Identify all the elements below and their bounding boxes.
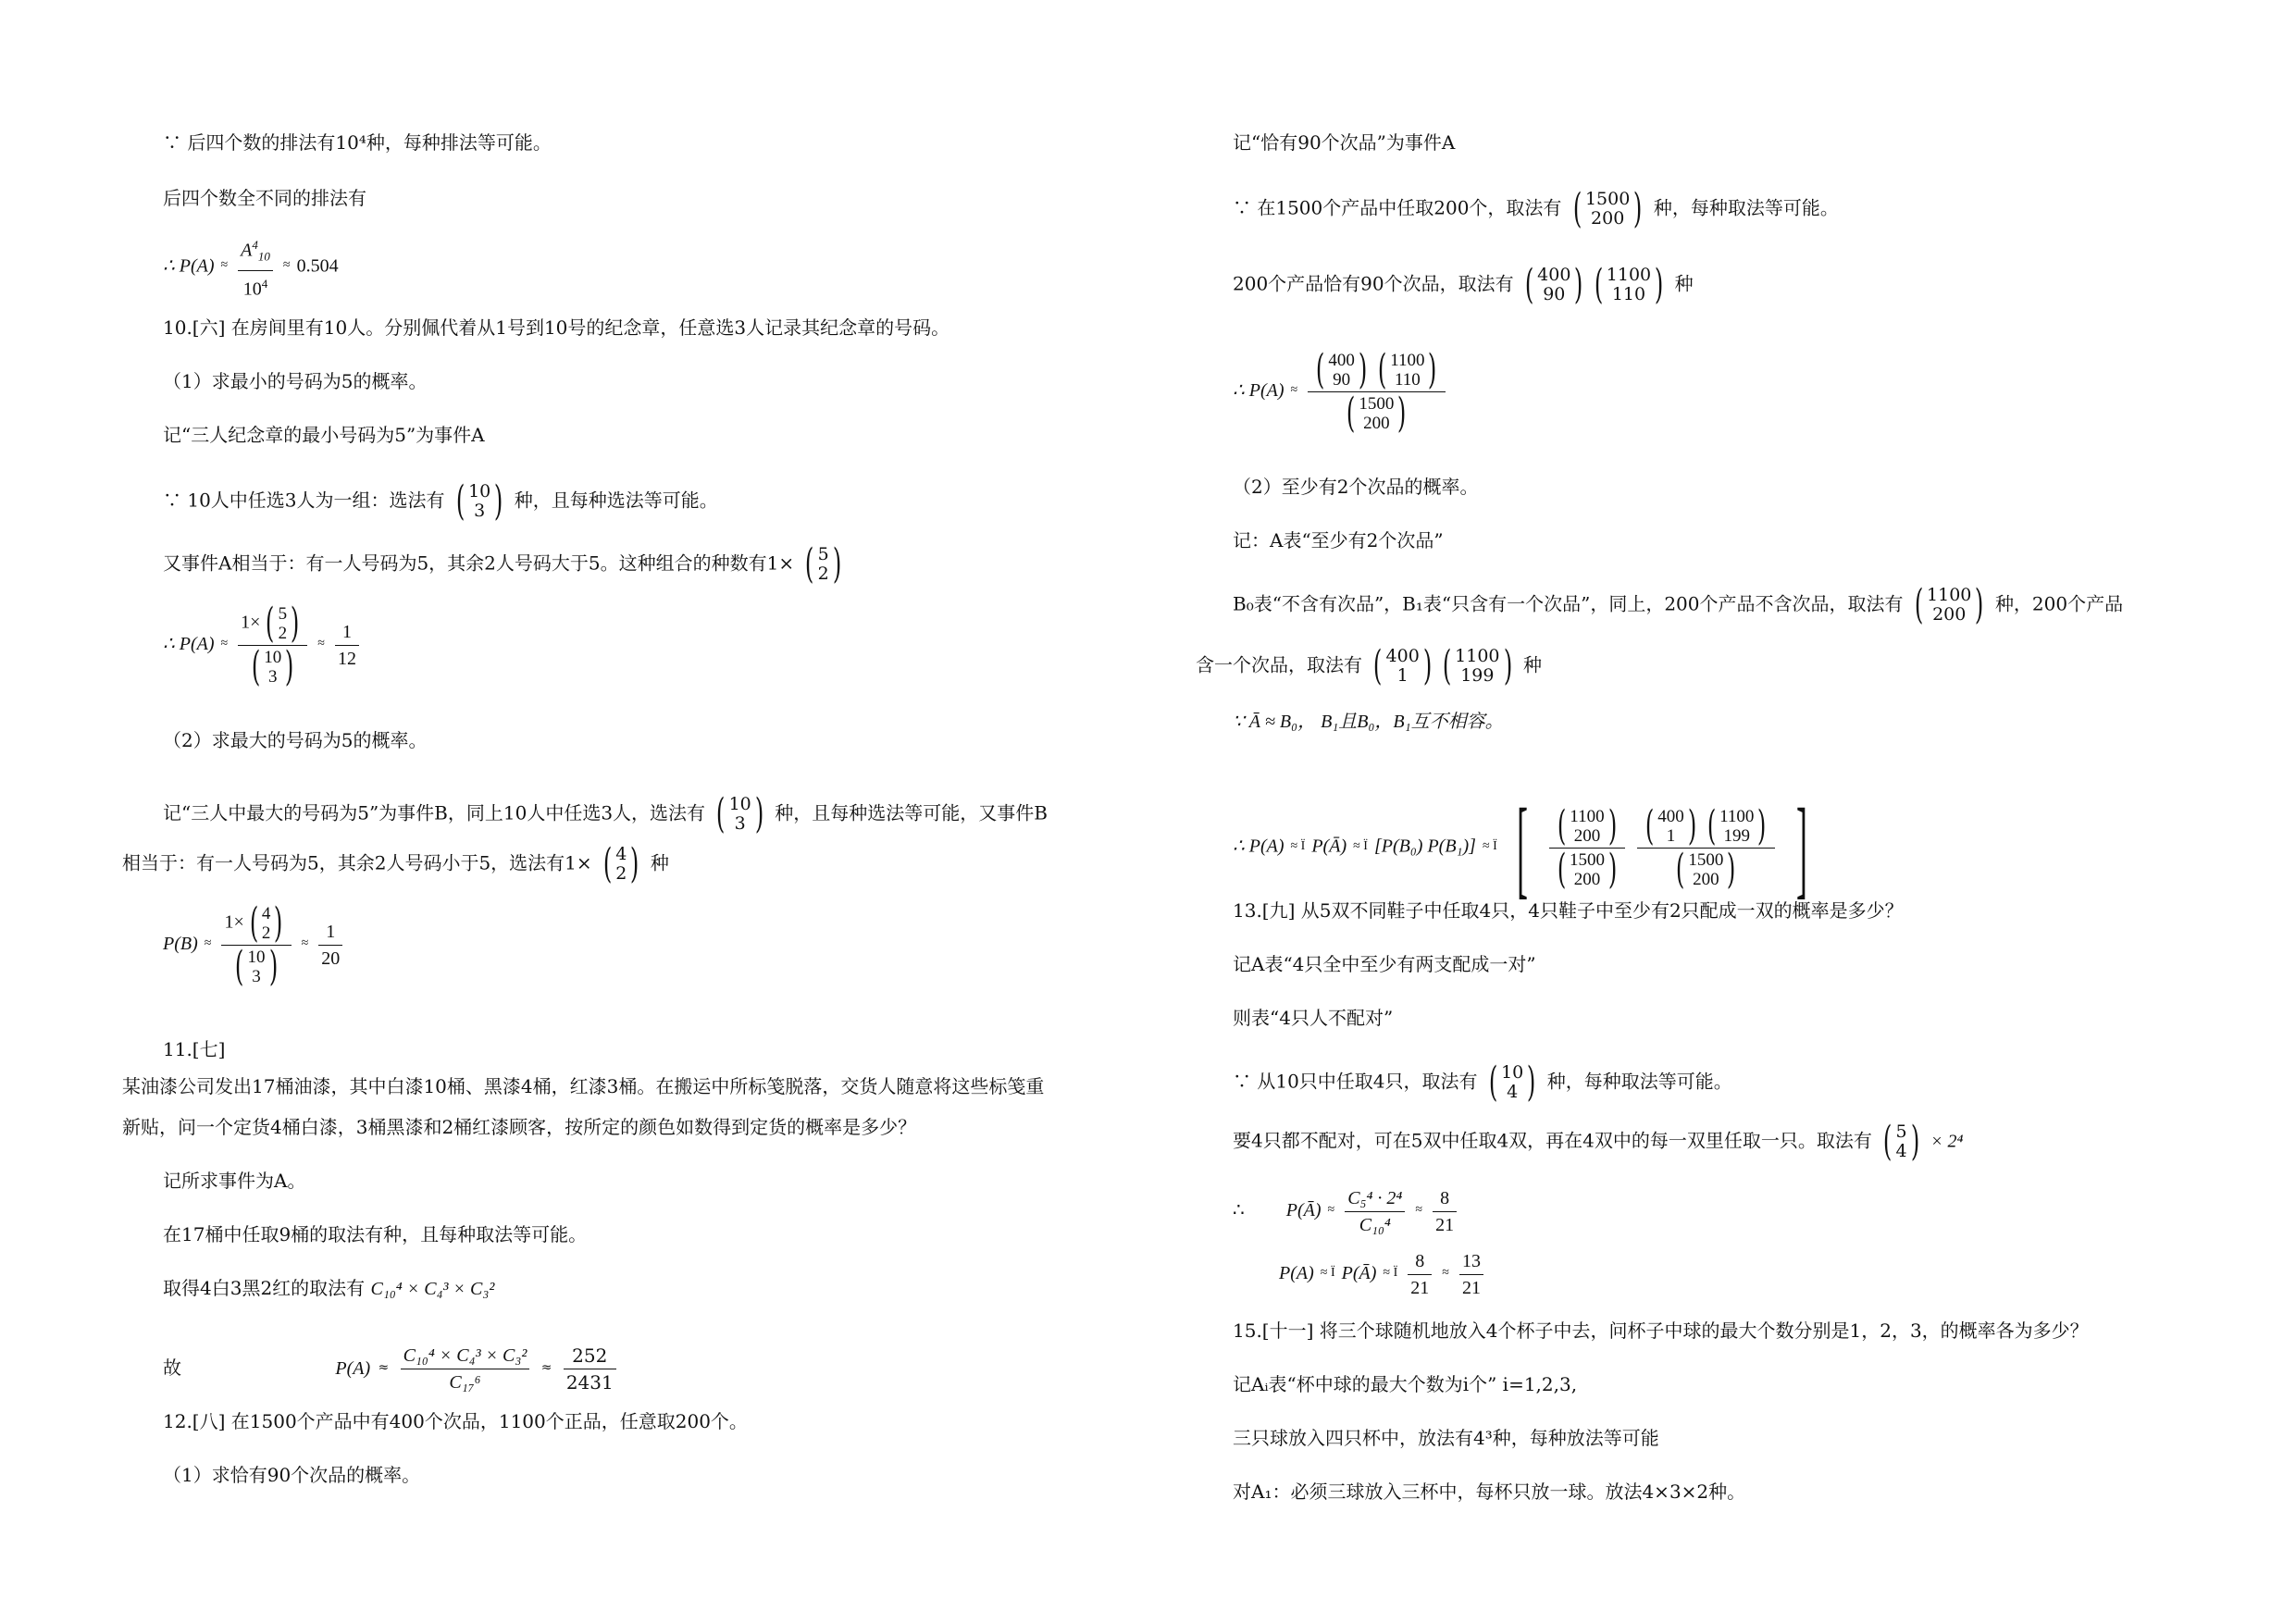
result-fraction: $\frac{1}{12}$ bbox=[335, 620, 359, 671]
equation-2: ∴ P(A) ≈ 1× ( 5 2 ) ( 10 3 ) ≈ $\frac{1}{12}$ bbox=[163, 603, 363, 688]
fraction: ( 400 1 ) ( 1100 199 ) ( 1500 200 ) bbox=[1637, 806, 1774, 890]
text-line: 三只球放入四只杯中，放法有4³种，每种放法等可能 bbox=[1233, 1427, 1659, 1449]
problem-15-title: 15.[十一] 将三个球随机地放入4个杯子中去，问杯子中球的最大个数分别是1，2，3，的概率各为多少？ bbox=[1233, 1319, 2089, 1342]
text-line: 记“三人纪念章的最小号码为5”为事件A bbox=[163, 424, 485, 446]
text-line-with-binom: 记“三人中最大的号码为5”为事件B，同上10人中任选3人，选法有 ( 10 3 ) 种，且每种选法等可能，又事件B bbox=[163, 790, 1048, 837]
eq-lhs: ∴ P(A) bbox=[163, 255, 215, 277]
fraction: $\frac{A^4_{10}}{10^4}$ bbox=[238, 233, 273, 301]
question-1: （1）求最小的号码为5的概率。 bbox=[163, 370, 428, 392]
result-fraction: $\frac{8}{21}$ bbox=[1433, 1186, 1457, 1237]
text-line-with-binom: ∵ 10人中任选3人为一组：选法有 ( 10 3 ) 种，且每种选法等可能。 bbox=[163, 477, 718, 525]
equation-3: P(B) ≈ 1× ( 4 2 ) ( 10 3 ) ≈ $\frac{1}{20}$ bbox=[163, 903, 346, 987]
equation-5: ∴ P(A) ≈ ( 400 90 ) ( 1100 110 ) ( 1500 200 ) bbox=[1233, 350, 1449, 434]
text-line-with-binom: ∵ 在1500个产品中任取200个，取法有 ( 1500 200 ) 种，每种取法等可能。 bbox=[1233, 185, 1839, 232]
problem-10-title: 10.[六] 在房间里有10人。分别佩代着从1号到10号的纪念章，任意选3人记录其纪念章的号码。 bbox=[163, 316, 950, 339]
fraction: 1× ( 5 2 ) ( 10 3 ) bbox=[238, 603, 307, 688]
text-line-with-binom: B₀表“不含有次品”，B₁表“只含有一个次品”，同上，200个产品不含次品，取法有 ( 1100 200 ) 种，200个产品 bbox=[1233, 581, 2124, 628]
result-fraction: $\frac{13}{21}$ bbox=[1459, 1249, 1483, 1300]
binomial: ( 10 3 ) bbox=[455, 477, 503, 525]
result-fraction: $\frac{1}{20}$ bbox=[318, 920, 342, 971]
result-fraction: $\frac{252}{2431}$ bbox=[564, 1344, 616, 1394]
binomial: ( 5 2 ) bbox=[805, 540, 842, 588]
binomial: ( 1500 200 ) bbox=[1572, 185, 1643, 232]
fraction: $\frac{\text{C₅⁴ · 2⁴}}{\text{C₁₀⁴}}$ bbox=[1345, 1186, 1405, 1237]
text-line: 在17桶中任取9桶的取法有种，且每种取法等可能。 bbox=[163, 1223, 588, 1245]
text-line: 则表“4只人不配对” bbox=[1233, 1007, 1394, 1029]
text-line-with-binom: 200个产品恰有90个次品，取法有 ( 400 90 ) ( 1100 110 ) 种 bbox=[1233, 261, 1694, 308]
text-line-with-binom: 相当于：有一人号码为5，其余2人号码小于5，选法有1× ( 4 2 ) 种 bbox=[122, 840, 669, 887]
text-line: 记A表“4只全中至少有两支配成一对” bbox=[1233, 953, 1536, 975]
equation-6: ∴ P(A) ≈ Ï P(Ā) ≈ Ï [P(B₀) P(B₁)] ≈ Ï [ ( 1100 200 ) ( 1500 200 ) ( 400 1 ) ( 1100 199 ) ( 1500 200 ) ] bbox=[1233, 786, 1807, 909]
text-line: 后四个数全不同的排法有 bbox=[163, 187, 366, 209]
text-line: 对A₁：必须三球放入三杯中，每杯只放一球。放法4×3×2种。 bbox=[1233, 1481, 1746, 1503]
question-1: （1）求恰有90个次品的概率。 bbox=[163, 1464, 421, 1486]
problem-13-title: 13.[九] 从5双不同鞋子中任取4只，4只鞋子中至少有2只配成一双的概率是多少？ bbox=[1233, 899, 1904, 922]
right-column bbox=[1148, 0, 2296, 1623]
equation-8: P(A) ≈ Ï P(Ā) ≈ Ï $\frac{8}{21}$ ≈ $\frac{13}{21}$ bbox=[1279, 1249, 1487, 1300]
question-2: （2）求最大的号码为5的概率。 bbox=[163, 729, 428, 751]
equation-7: ∴ P(Ā) ≈ $\frac{\text{C₅⁴ · 2⁴}}{\text{C₁₀⁴}}$ ≈ $\frac{8}{21}$ bbox=[1233, 1186, 1460, 1237]
text-line-with-binom: ∵ 从10只中任取4只，取法有 ( 10 4 ) 种，每种取法等可能。 bbox=[1233, 1059, 1732, 1106]
text-line-with-binom: 含一个次品，取法有 ( 400 1 ) ( 1100 199 ) 种 bbox=[1196, 642, 1543, 689]
fraction: 1× ( 4 2 ) ( 10 3 ) bbox=[221, 903, 291, 987]
fraction: ( 1100 200 ) ( 1500 200 ) bbox=[1549, 806, 1625, 890]
binomial: ( 10 3 ) bbox=[716, 790, 764, 837]
text-line: 取得4白3黑2红的取法有 C₁₀⁴ × C₄³ × C₃² bbox=[163, 1277, 495, 1299]
binomial: ( 4 2 ) bbox=[602, 840, 639, 887]
text-line: ∵ 后四个数的排法有10⁴种，每种排法等可能。 bbox=[163, 131, 552, 154]
text-line: 新贴，问一个定货4桶白漆，3桶黑漆和2桶红漆顾客，按所定的颜色如数得到定货的概率是多少？ bbox=[122, 1116, 917, 1138]
fraction: ( 400 90 ) ( 1100 110 ) ( 1500 200 ) bbox=[1308, 350, 1445, 434]
problem-12-title: 12.[八] 在1500个产品中有400个次品，1100个正品，任意取200个。 bbox=[163, 1410, 748, 1432]
equation-1: ∴ P(A) ≈ $\frac{A^4_{10}}{10^4}$ ≈ 0.504 bbox=[163, 233, 339, 301]
problem-11-title: 11.[七] bbox=[163, 1038, 226, 1060]
text-line: ∵ Ā ≈ B₀， B₁且B₀，B₁互不相容。 bbox=[1233, 712, 1504, 732]
eq-result: 0.504 bbox=[296, 255, 339, 277]
question-2: （2）至少有2个次品的概率。 bbox=[1233, 476, 1479, 498]
equation-4: 故 P(A) ≈ $\frac{\text{C₁₀⁴ × C₄³ × C₃²}}{\text{C₁₇⁶}}$ ≈ $\frac{252}{2431}$ bbox=[163, 1344, 620, 1394]
text-line: 记“恰有90个次品”为事件A bbox=[1233, 131, 1456, 154]
text-line: 记Aᵢ表“杯中球的最大个数为i个” i=1,2,3, bbox=[1233, 1373, 1578, 1395]
text-line: 记所求事件为A。 bbox=[163, 1170, 306, 1192]
approx-symbol: ≈ bbox=[220, 258, 229, 273]
text-line: 记：A表“至少有2个次品” bbox=[1233, 529, 1444, 551]
text-line-with-binom: 要4只都不配对，可在5双中任取4双，再在4双中的每一双里任取一只。取法有 ( 5 4 ) × 2⁴ bbox=[1233, 1118, 1964, 1165]
text-line: 某油漆公司发出17桶油漆，其中白漆10桶、黑漆4桶，红漆3桶。在搬运中所标笺脱落，交货人随意将这些标笺重 bbox=[122, 1075, 1045, 1097]
text-line-with-binom: 又事件A相当于：有一人号码为5，其余2人号码大于5。这种组合的种数有1× ( 5 2 ) bbox=[163, 544, 847, 585]
fraction: $\frac{\text{C₁₀⁴ × C₄³ × C₃²}}{\text{C₁₇⁶}}$ bbox=[401, 1344, 530, 1394]
